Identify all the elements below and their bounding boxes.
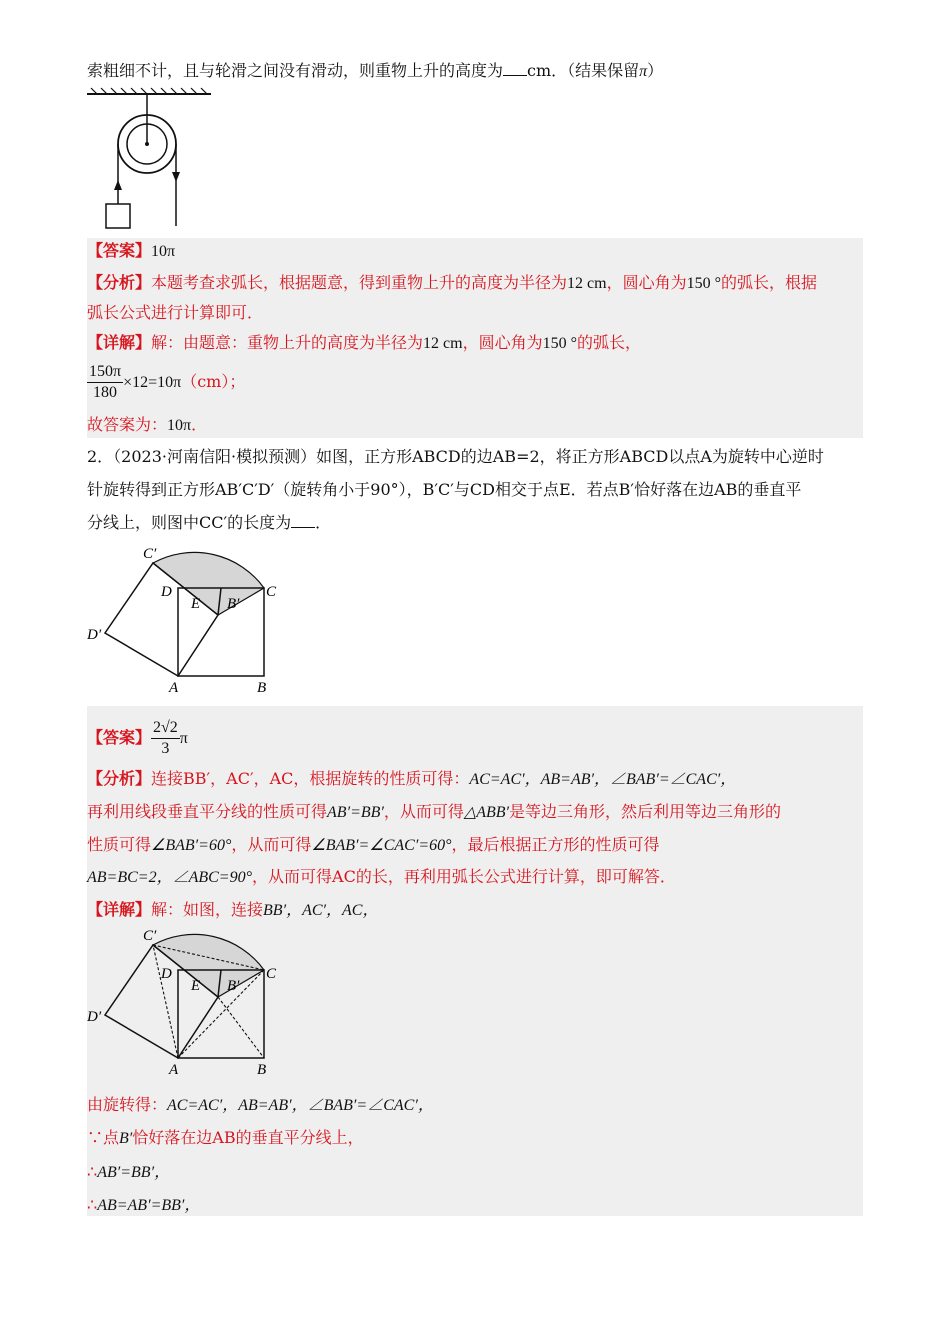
answer-numerator: 2√2 <box>151 718 180 739</box>
label-b-prime-2: B′ <box>227 978 240 994</box>
q2-an2-c: ，从而可得 <box>383 802 464 821</box>
fraction-numerator: 150π <box>87 362 123 383</box>
answer-fraction <box>151 718 180 759</box>
q2-an3-d: ∠BAB′=∠CAC′=60° <box>311 837 452 854</box>
label-d: D <box>161 584 172 600</box>
label-d-prime-2: D′ <box>87 1009 102 1025</box>
q2-analysis-line1 <box>87 768 736 791</box>
q2-analysis-line3 <box>87 834 660 857</box>
q1-close-paren: ） <box>647 61 664 80</box>
q2-analysis-b: 根据旋转的性质可得： <box>309 769 470 788</box>
q2-step3 <box>87 1161 170 1184</box>
q1-detail-line <box>87 332 641 355</box>
q1-unit-text: cm．（结果保留 <box>527 61 640 80</box>
q2-step2 <box>87 1127 364 1150</box>
q1-intro-text: 索粗细不计，且与轮滑之间没有滑动，则重物上升的高度为 <box>87 61 504 80</box>
therefore-symbol: ∴ <box>87 1162 98 1181</box>
q2-line2-a: 针旋转得到正方形AB′C′D′（旋转角小于90°）， <box>87 480 423 499</box>
fraction-denominator: 180 <box>93 384 118 401</box>
label-c-prime: C′ <box>143 546 157 562</box>
q2-answer-line <box>87 716 188 761</box>
step4-expr: AB=AB′=BB′， <box>97 1197 201 1214</box>
q1-analysis-text: 本题考查求弧长，根据题意，得到重物上升的高度为半径为 <box>151 273 568 292</box>
q1-analysis-line2: 弧长公式进行计算即可． <box>87 303 264 322</box>
q2-an2-e: 是等边三角形，然后利用等边三角形的 <box>509 802 782 821</box>
q1-detail-text: 解：由题意：重物上升的高度为半径为 <box>151 333 424 352</box>
q2-an3-b: ∠BAB′=60° <box>151 837 232 854</box>
q1-answer-line <box>87 240 175 263</box>
q2-line1: 2．（2023·河南信阳·模拟预测）如图，正方形ABCD的边AB=2，将正方形ABCD以点A为旋转中心逆时 <box>87 447 824 466</box>
label-c-2: C <box>266 966 277 982</box>
q2-analysis-a: 连接BB′，AC′，AC， <box>151 769 310 788</box>
rotation-figure-1 <box>87 544 287 700</box>
label-b-2: B <box>257 1062 267 1078</box>
radius-value-2: 12 cm <box>423 335 463 352</box>
q1-analysis-text-c: 的弧长，根据 <box>721 273 818 292</box>
step2-text: 恰好落在边AB的垂直平分线上， <box>132 1128 364 1147</box>
radius-value: 12 cm <box>567 275 607 292</box>
q2-line3-a: 分线上，则图中CC′的长度为 <box>87 513 292 532</box>
label-d-2: D <box>161 966 172 982</box>
answer-blank-2 <box>291 513 315 528</box>
calc-unit: （cm）； <box>181 372 246 391</box>
label-c: C <box>266 584 277 600</box>
label-b-prime: B′ <box>227 596 240 612</box>
step1-expr: AC=AC′，AB=AB′，∠BAB′=∠CAC′， <box>167 1097 434 1114</box>
q2-an2-d: △ABB′ <box>463 804 510 821</box>
answer-tag: 【答案】 <box>87 241 152 260</box>
q1-detail-text-b: ，圆心角为 <box>462 333 543 352</box>
label-b: B <box>257 680 267 696</box>
final-period: ． <box>191 415 208 434</box>
rotation-figure-2 <box>87 926 287 1082</box>
q2-line2-b: B′C′与CD相交于点E．若点B′恰好落在边AB的垂直平 <box>422 480 802 499</box>
answer-pi: π <box>179 730 188 747</box>
label-a: A <box>169 680 179 696</box>
q2-an2-b: AB′=BB′ <box>327 804 384 821</box>
final-label: 故答案为： <box>87 415 168 434</box>
q1-answer-value: 10π <box>151 243 176 260</box>
step3-expr: AB′=BB′， <box>97 1164 171 1181</box>
q2-analysis-line4 <box>87 866 676 889</box>
q2-an3-e: ，最后根据正方形的性质可得 <box>451 835 660 854</box>
step2-label: ∵点 <box>87 1128 120 1147</box>
q2-an4-b: ，从而可得AC的长，再利用弧长公式进行计算，即可解答． <box>252 867 676 886</box>
label-e-2: E <box>191 978 201 994</box>
q2-an3-c: ，从而可得 <box>231 835 312 854</box>
analysis-tag: 【分析】 <box>87 273 152 292</box>
q1-analysis-text-b: ，圆心角为 <box>606 273 687 292</box>
pi-symbol: π <box>639 63 648 80</box>
answer-tag-2: 【答案】 <box>87 728 152 747</box>
step1-label: 由旋转得： <box>87 1095 168 1114</box>
q2-line3 <box>87 512 331 534</box>
q2-detail-b: BB′，AC′，AC， <box>263 902 379 919</box>
answer-blank <box>503 61 527 76</box>
angle-value-2: 150 ° <box>542 335 577 352</box>
answer-denominator: 3 <box>161 740 170 757</box>
calc-expression: ×12=10π <box>123 374 182 391</box>
therefore-symbol-2: ∴ <box>87 1195 98 1214</box>
angle-value: 150 ° <box>686 275 721 292</box>
detail-tag: 【详解】 <box>87 333 152 352</box>
q1-detail-text-c: 的弧长， <box>577 333 642 352</box>
q2-detail-line <box>87 899 378 922</box>
analysis-tag-2: 【分析】 <box>87 769 152 788</box>
q2-an3-a: 性质可得 <box>87 835 152 854</box>
label-d-prime: D′ <box>87 627 102 643</box>
q2-step4 <box>87 1194 200 1217</box>
final-value: 10π <box>167 417 192 434</box>
q2-an2-a: 再利用线段垂直平分线的性质可得 <box>87 802 328 821</box>
q1-intro-line <box>87 60 663 83</box>
q2-an4-a: AB=BC=2，∠ABC=90° <box>87 869 253 886</box>
arc-fraction <box>87 362 123 403</box>
q2-detail-a: 解：如图，连接 <box>151 900 264 919</box>
label-a-2: A <box>169 1062 179 1078</box>
step2-point: B′ <box>119 1130 133 1147</box>
q2-line3-b: ． <box>315 513 332 532</box>
label-c-prime-2: C′ <box>143 928 157 944</box>
q2-analysis-c: AC=AC′，AB=AB′，∠BAB′=∠CAC′， <box>469 771 737 788</box>
q1-analysis-line1 <box>87 272 817 295</box>
pulley-figure <box>87 84 217 232</box>
label-e: E <box>191 596 201 612</box>
q1-calc-line <box>87 360 245 405</box>
q2-analysis-line2 <box>87 801 781 824</box>
detail-tag-2: 【详解】 <box>87 900 152 919</box>
q2-step1 <box>87 1094 434 1117</box>
q2-line2 <box>87 479 801 501</box>
q1-final-line <box>87 414 207 437</box>
